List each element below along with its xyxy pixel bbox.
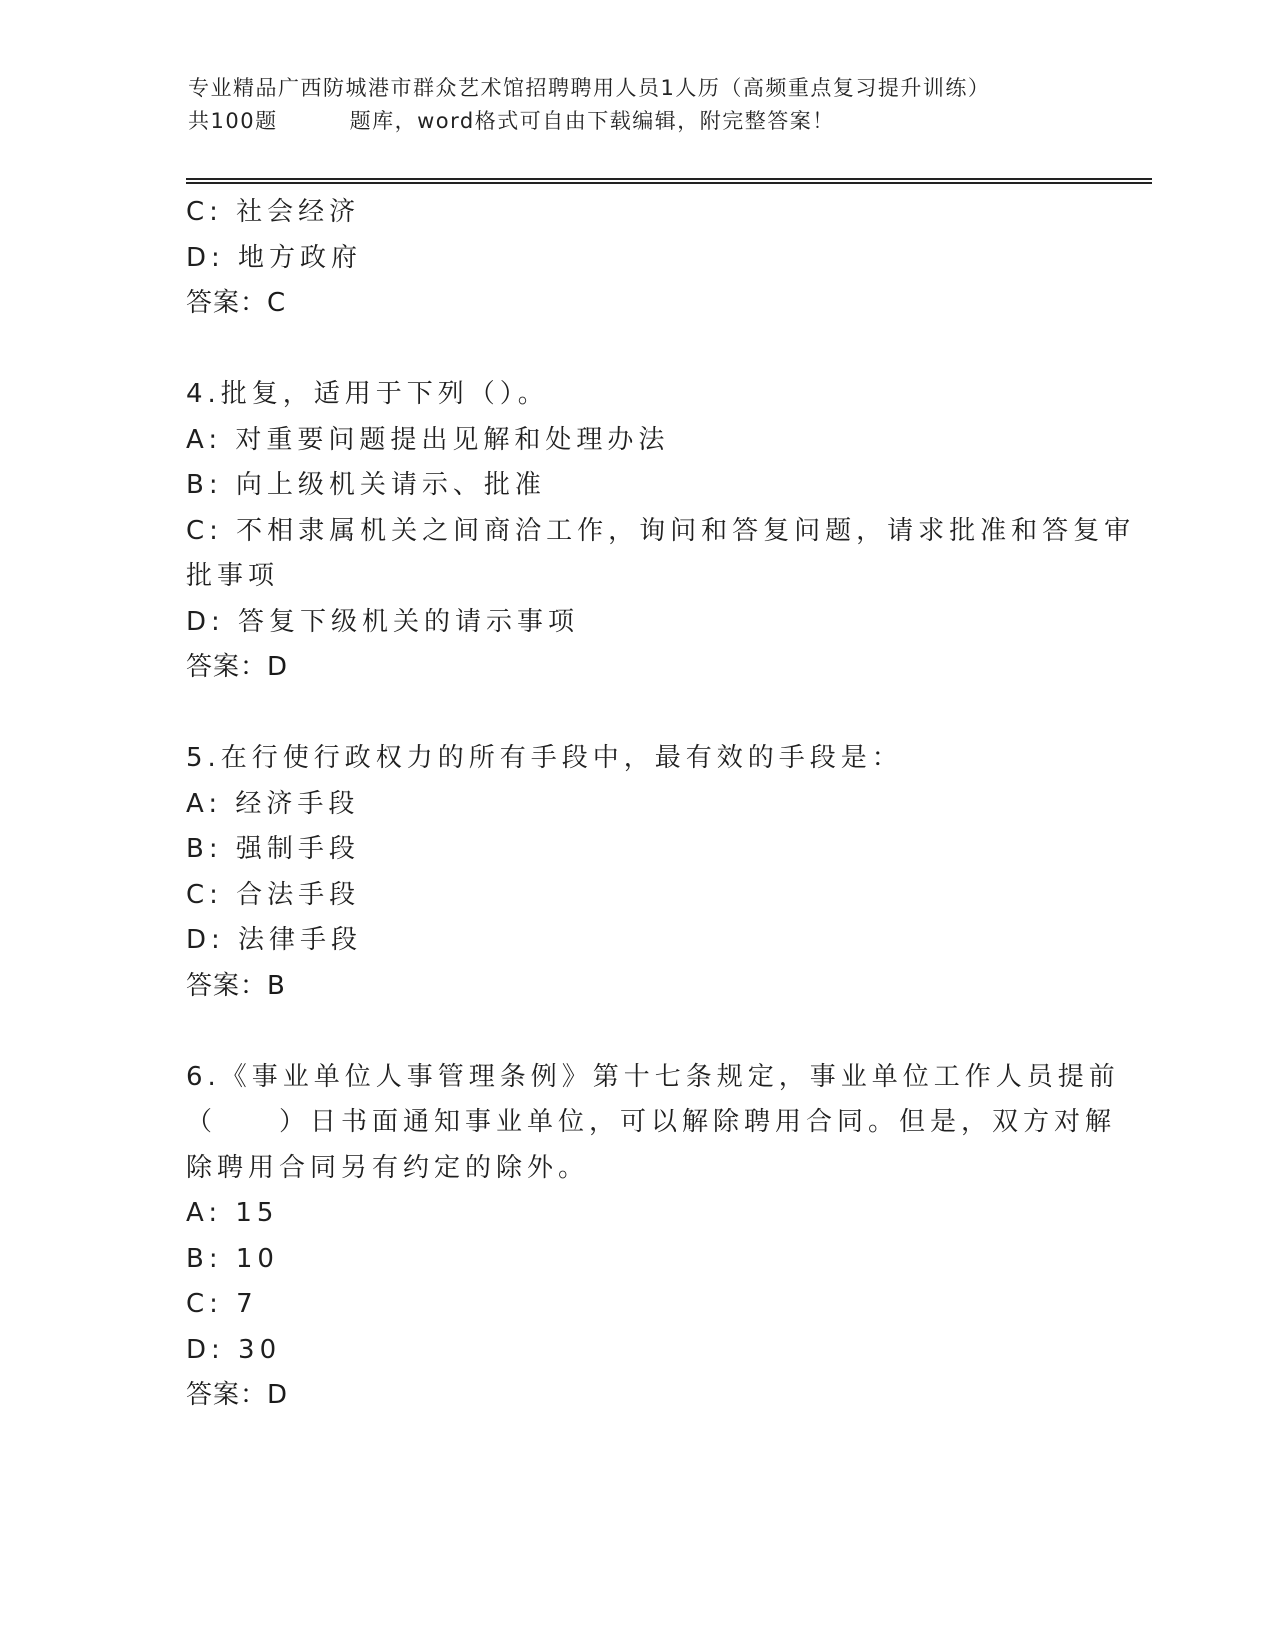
document-header bbox=[188, 72, 1088, 138]
option-a: A: 15 bbox=[186, 1198, 279, 1228]
question-stem-line-3: 除聘用合同另有约定的除外。 bbox=[186, 1152, 590, 1183]
answer: 答案：D bbox=[186, 652, 289, 682]
option-d: D: 法律手段 bbox=[186, 925, 363, 955]
spacer bbox=[186, 691, 1086, 737]
spacer bbox=[186, 1009, 1086, 1055]
header-note: 题库，word格式可自由下载编辑，附完整答案！ bbox=[349, 109, 835, 133]
question-stem: 6.《事业单位人事管理条例》第十七条规定，事业单位工作人员提前 bbox=[186, 1061, 1120, 1092]
answer: 答案：B bbox=[186, 970, 286, 1001]
question-4 bbox=[186, 372, 1136, 691]
option-a: A: 经济手段 bbox=[186, 788, 360, 819]
question-6 bbox=[186, 1055, 1120, 1419]
option-c: C: 合法手段 bbox=[186, 879, 361, 910]
question-5 bbox=[186, 736, 1086, 1009]
option-b: B: 强制手段 bbox=[186, 834, 360, 864]
answer: 答案：C bbox=[186, 288, 287, 318]
header-title-line: 专业精品广西防城港市群众艺术馆招聘聘用人员1人历（高频重点复习提升训练） bbox=[188, 76, 991, 100]
header-divider-bottom bbox=[186, 182, 1152, 184]
question-count: 共100题 bbox=[188, 109, 278, 133]
header-subtitle-line bbox=[188, 105, 1088, 138]
option-b: B: 10 bbox=[186, 1243, 279, 1274]
option-d: D: 答复下级机关的请示事项 bbox=[186, 606, 580, 637]
spacer bbox=[186, 327, 1086, 373]
question-3 bbox=[186, 190, 1086, 327]
question-stem: 5.在行使行政权力的所有手段中，最有效的手段是： bbox=[186, 743, 903, 773]
header-divider-top bbox=[186, 178, 1152, 180]
option-c: C: 7 bbox=[186, 1289, 258, 1319]
question-stem: 4.批复，适用于下列（）。 bbox=[186, 379, 549, 409]
option-b: B: 向上级机关请示、批准 bbox=[186, 470, 546, 500]
question-list bbox=[186, 190, 1136, 1419]
option-d: D: 30 bbox=[186, 1334, 282, 1365]
option-d: D: 地方政府 bbox=[186, 242, 363, 273]
option-c: C: 社会经济 bbox=[186, 197, 361, 227]
question-stem-line-2: （ ）日书面通知事业单位，可以解除聘用合同。但是，双方对解 bbox=[186, 1107, 1117, 1137]
option-c-continued: 批事项 bbox=[186, 561, 280, 591]
option-a: A: 对重要问题提出见解和处理办法 bbox=[186, 424, 670, 455]
option-c: C: 不相隶属机关之间商洽工作，询问和答复问题，请求批准和答复审 bbox=[186, 515, 1136, 546]
answer: 答案：D bbox=[186, 1380, 289, 1410]
